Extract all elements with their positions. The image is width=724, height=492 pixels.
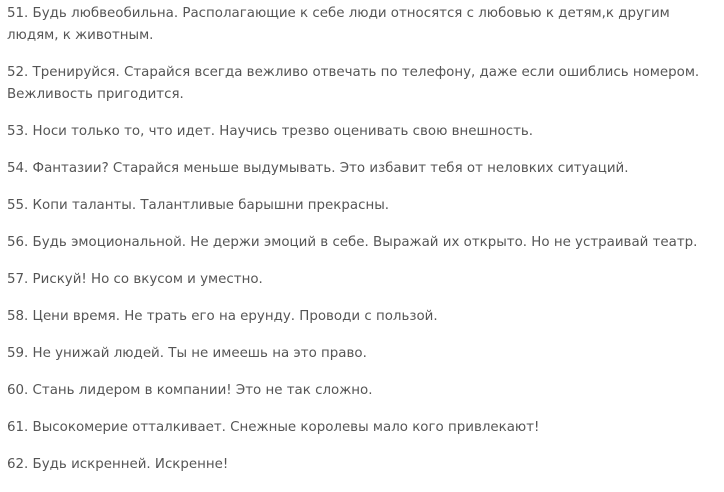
tip-52: 52. Тренируйся. Старайся всегда вежливо отвечать по телефону, даже если ошиблись номером. Вежливость пригодится. bbox=[7, 65, 700, 102]
tip-58: 58. Цени время. Не трать его на ерунду. Проводи с пользой. bbox=[7, 309, 438, 324]
tip-54: 54. Фантазии? Старайся меньше выдумывать. Это избавит тебя от неловких ситуаций. bbox=[7, 161, 629, 176]
tip-55: 55. Копи таланты. Талантливые барышни прекрасны. bbox=[7, 198, 390, 213]
tip-56: 56. Будь эмоциональной. Не держи эмоций в себе. Выражай их открыто. Но не устраивай театр. bbox=[7, 235, 698, 250]
tip-57: 57. Рискуй! Но со вкусом и уместно. bbox=[7, 272, 263, 287]
tip-51: 51. Будь любвеобильна. Располагающие к себе люди относятся с любовью к детям,к другим людям, к животным. bbox=[7, 6, 670, 43]
tip-59: 59. Не унижай людей. Ты не имеешь на это право. bbox=[7, 346, 367, 361]
tip-53: 53. Носи только то, что идет. Научись трезво оценивать свою внешность. bbox=[7, 124, 534, 139]
tip-60: 60. Стань лидером в компании! Это не так сложно. bbox=[7, 383, 373, 398]
tip-61: 61. Высокомерие отталкивает. Снежные королевы мало кого привлекают! bbox=[7, 420, 540, 435]
tips-list bbox=[7, 3, 719, 491]
tip-62: 62. Будь искренней. Искренне! bbox=[7, 457, 229, 472]
